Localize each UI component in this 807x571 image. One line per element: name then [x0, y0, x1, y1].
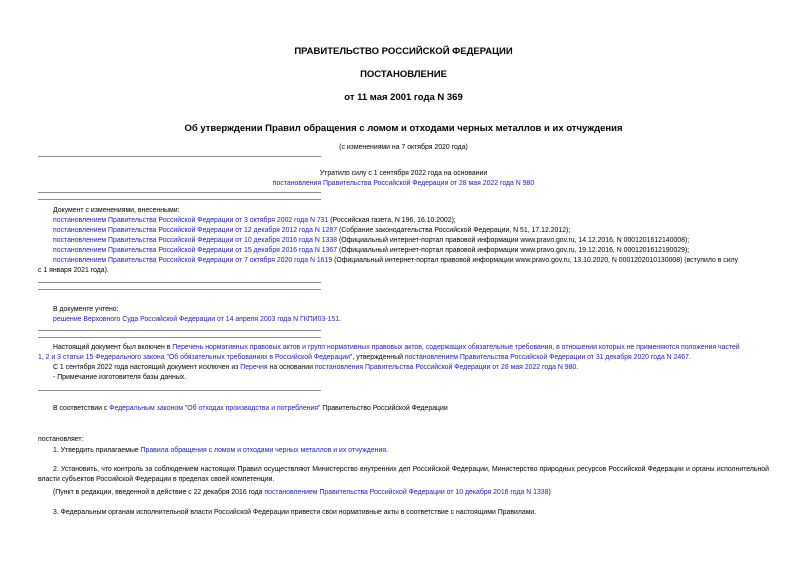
punctuation: )	[548, 489, 551, 496]
waste-law-link[interactable]: Федеральным законом "Об отходах производства и потребления"	[109, 405, 321, 412]
amendment-link[interactable]: постановлением Правительства Российской Федерации от 12 декабря 2012 года N 1287	[53, 227, 338, 234]
federal-law-link[interactable]: 1, 2 и 3 статьи 15 Федерального закона "Об обязательных требованиях в Российской Федерации"	[38, 354, 353, 361]
amendment-source: (Официальный интернет-портал правовой информации www.pravo.gov.ru, 13.10.2020, N 0001202010130008) (вступило в силу	[332, 257, 739, 264]
punctuation: .	[688, 354, 691, 361]
punctuation: .	[386, 447, 388, 454]
list-item-continuation: с 1 января 2021 года).	[38, 267, 109, 274]
amendment-source: (Собрание законодательства Российской Федерации, N 51, 17.12.2012);	[337, 227, 571, 234]
decree-1338-link[interactable]: постановлением Правительства Российской Федерации от 10 декабря 2016 года N 1338	[264, 489, 549, 496]
divider	[38, 330, 321, 331]
document-title: Об утверждении Правил обращения с ломом и отходами черных металлов и их отчуждения	[184, 123, 623, 134]
divider	[38, 199, 321, 200]
divider	[38, 390, 321, 391]
punctuation: .	[339, 316, 341, 323]
amendment-link[interactable]: постановлением Правительства Российской Федерации от 10 декабря 2016 года N 1338	[53, 237, 338, 244]
item-text: 1. Утвердить прилагаемые	[53, 447, 141, 454]
note-text: С 1 сентября 2022 года настоящий документ исключен из	[53, 364, 241, 371]
list-item	[53, 226, 570, 236]
list-item	[53, 216, 456, 226]
document-type: ПОСТАНОВЛЕНИЕ	[360, 69, 447, 80]
divider	[38, 282, 321, 283]
item-2: 2. Установить, что контроль за соблюдением настоящих Правил осуществляют Министерство внутренних дел Российской Федерации, Министерство природных ресурсов Российской Федерации и органы исполнительной власти субъектов Российской Федерации в пределах своей компетенции.	[38, 466, 769, 483]
note-text: на основании	[267, 364, 315, 371]
rules-link[interactable]: Правила обращения с ломом и отходами черных металлов и их отчуждения	[140, 447, 387, 454]
note-text: (Пункт в редакции, введенной в действие с 22 декабря 2016 года	[53, 489, 265, 496]
note-paragraph-3: - Примечание изготовителя базы данных.	[53, 374, 187, 381]
list-item	[53, 236, 689, 246]
list-item	[53, 256, 738, 266]
edition-note: (с изменениями на 7 октября 2020 года)	[339, 144, 468, 151]
decree-word: постановляет:	[38, 436, 84, 443]
decree-980-link[interactable]: постановления Правительства Российской Федерации от 28 мая 2022 года N 980	[314, 364, 577, 371]
note-paragraph-2	[53, 363, 578, 373]
divider	[38, 192, 321, 193]
changes-intro: Документ с изменениями, внесенными:	[53, 207, 180, 214]
amendment-link[interactable]: постановлением Правительства Российской Федерации от 3 октября 2002 года N 731	[53, 217, 329, 224]
item-3: 3. Федеральным органам исполнительной власти Российской Федерации привести свои нормативные акты в соответствие с настоящими Правилами.	[53, 509, 537, 516]
amendment-source: (Российская газета, N 196, 16.10.2002);	[328, 217, 456, 224]
amendment-link[interactable]: постановлением Правительства Российской Федерации от 7 октября 2020 года N 1619	[53, 257, 333, 264]
document-date: от 11 мая 2001 года N 369	[344, 92, 463, 103]
requirements-list-link[interactable]: Перечень нормативных правовых актов и групп нормативных правовых актов, содержащих обязательные требования, в отношении которых не применяются положения частей	[172, 344, 740, 351]
punctuation: .	[576, 364, 579, 371]
decree-2467-link[interactable]: постановлением Правительства Российской Федерации от 31 декабря 2020 года N 2467	[404, 354, 689, 361]
void-notice: Утратило силу с 1 сентября 2022 года на основании	[319, 170, 488, 177]
preamble	[53, 404, 448, 414]
note-paragraph-1-cont	[38, 353, 691, 363]
void-notice-link[interactable]: постановления Правительства Российской Федерации от 28 мая 2022 года N 980	[272, 180, 535, 187]
divider	[38, 337, 321, 338]
amendment-source: (Официальный интернет-портал правовой информации www.pravo.gov.ru, 19.12.2016, N 0001201612190029);	[337, 247, 690, 254]
amendment-link[interactable]: постановлением Правительства Российской Федерации от 15 декабря 2016 года N 1367	[53, 247, 338, 254]
preamble-text: Правительство Российской Федерации	[320, 405, 448, 412]
considered-intro: В документе учтено:	[53, 306, 119, 313]
note-text: , утвержденный	[352, 354, 405, 361]
divider	[38, 156, 321, 157]
divider	[38, 289, 321, 290]
government-heading: ПРАВИТЕЛЬСТВО РОССИЙСКОЙ ФЕДЕРАЦИИ	[294, 46, 513, 57]
list-link[interactable]: Перечня	[240, 364, 268, 371]
note-paragraph-1	[53, 343, 740, 353]
preamble-text: В соответствии с	[53, 405, 110, 412]
court-decision-link[interactable]: решение Верховного Суда Российской Федерации от 14 апреля 2003 года N ГКПИ03-151	[53, 316, 340, 323]
item-1	[53, 446, 388, 456]
amendment-source: (Официальный интернет-портал правовой информации www.pravo.gov.ru, 14.12.2016, N 0001201612140008);	[337, 237, 690, 244]
item-2-note	[53, 488, 551, 498]
note-text: Настоящий документ был включен в	[53, 344, 173, 351]
list-item	[53, 246, 689, 256]
considered-item	[53, 315, 341, 325]
